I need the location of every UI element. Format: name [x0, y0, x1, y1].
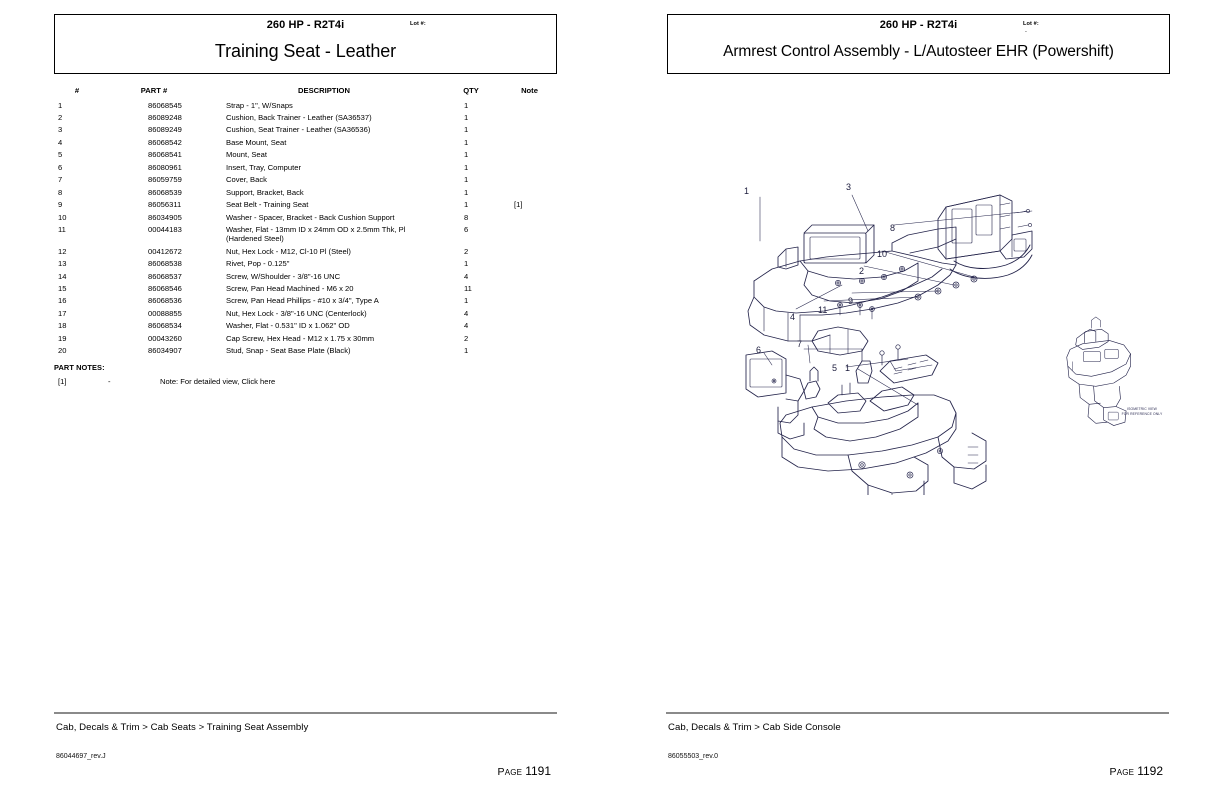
page-right: [612, 0, 1224, 792]
footer-left: [54, 712, 557, 792]
callout-number[interactable]: 7: [797, 339, 803, 349]
part-description-cell: Insert, Tray, Computer: [226, 162, 301, 172]
part-qty-cell: 1: [464, 125, 469, 135]
part-index-cell: 7: [58, 175, 63, 185]
part-qty-cell: 1: [464, 259, 469, 269]
part-index-cell: 9: [58, 200, 63, 210]
table-row[interactable]: [54, 161, 557, 173]
table-row[interactable]: [54, 258, 557, 270]
header-part-number: PART #: [140, 86, 168, 95]
part-qty-cell: 1: [464, 137, 469, 147]
part-qty-cell: 1: [464, 175, 469, 185]
part-index-cell: 18: [58, 321, 67, 331]
part-note-cell: [502, 345, 557, 357]
iso-caption-line2: FOR REFERENCE ONLY: [1121, 411, 1163, 416]
part-note-cell: [502, 149, 557, 161]
part-qty-cell: 1: [464, 187, 469, 197]
header-qty: QTY: [463, 86, 479, 95]
iso-caption-line1: ISOMETRIC VIEW: [1127, 407, 1157, 411]
part-description-cell: Stud, Snap - Seat Base Plate (Black): [226, 346, 351, 356]
part-description-cell: Washer, Flat - 13mm ID x 24mm OD x 2.5mm Thk, Pl (Hardened Steel): [226, 224, 406, 244]
part-description-cell: Screw, W/Shoulder - 3/8"-16 UNC: [226, 271, 341, 281]
title-block-right: [667, 14, 1170, 74]
part-number-cell: 86068537: [148, 271, 182, 281]
part-number-cell: 86034905: [148, 212, 182, 222]
part-description-cell: Rivet, Pop - 0.125": [226, 259, 290, 269]
part-number-cell: 86056311: [148, 200, 182, 210]
part-note-cell: [502, 295, 557, 307]
part-number-cell: 00088855: [148, 308, 182, 318]
armrest-assembly-illustration: [742, 165, 1202, 495]
table-row[interactable]: [54, 111, 557, 123]
part-index-cell: 19: [58, 333, 67, 343]
part-index-cell: 8: [58, 187, 63, 197]
part-qty-cell: 1: [464, 200, 469, 210]
table-row[interactable]: [54, 245, 557, 257]
part-index-cell: 10: [58, 212, 67, 222]
part-description-cell: Washer - Spacer, Bracket - Back Cushion Support: [226, 212, 395, 222]
part-note-cell: [502, 161, 557, 173]
table-row[interactable]: [54, 345, 557, 357]
parts-table-body: [54, 99, 557, 357]
part-index-cell: 11: [58, 224, 66, 234]
table-row[interactable]: [54, 99, 557, 111]
part-qty-cell: 2: [464, 246, 469, 256]
table-row[interactable]: [54, 282, 557, 294]
assembly-title-right: Armrest Control Assembly - L/Autosteer EHR (Powershift): [723, 43, 1114, 60]
part-note-row: [54, 377, 557, 386]
part-description-cell: Support, Bracket, Back: [226, 187, 304, 197]
part-note-text[interactable]: Note: For detailed view, Click here: [160, 377, 276, 386]
table-row[interactable]: [54, 199, 557, 211]
page-number-value-left: 1191: [525, 764, 551, 778]
footer-right: [666, 712, 1169, 792]
part-number-cell: 86068538: [148, 259, 182, 269]
part-number-cell: 86089249: [148, 125, 182, 135]
breadcrumb-left[interactable]: Cab, Decals & Trim > Cab Seats > Training Seat Assembly: [56, 722, 309, 733]
part-index-cell: 20: [58, 346, 67, 356]
callout-number[interactable]: 1: [845, 363, 851, 373]
callout-number[interactable]: 3: [846, 182, 852, 192]
part-description-cell: Cap Screw, Hex Head - M12 x 1.75 x 30mm: [226, 333, 375, 343]
callout-number[interactable]: 6: [756, 345, 762, 355]
isometric-view-caption: [1097, 407, 1187, 416]
part-number-cell: 86034907: [148, 346, 182, 356]
page-number-value-right: 1192: [1137, 764, 1163, 778]
part-description-cell: Base Mount, Seat: [226, 137, 287, 147]
table-row[interactable]: [54, 307, 557, 319]
table-row[interactable]: [54, 320, 557, 332]
part-index-cell: 1: [58, 100, 63, 110]
part-number-cell: 86068534: [148, 321, 182, 331]
part-qty-cell: 4: [464, 271, 469, 281]
part-description-cell: Nut, Hex Lock - 3/8"-16 UNC (Centerlock): [226, 308, 367, 318]
part-number-cell: 86068536: [148, 296, 182, 306]
part-number-cell: 86068545: [148, 100, 182, 110]
part-qty-cell: 1: [464, 296, 469, 306]
part-number-cell: 86068541: [148, 150, 182, 160]
part-note-cell: [502, 186, 557, 198]
part-description-cell: Nut, Hex Lock - M12, Cl-10 Pl (Steel): [226, 246, 351, 256]
footer-divider-right: [666, 712, 1169, 714]
part-description-cell: Screw, Pan Head Machined - M6 x 20: [226, 283, 354, 293]
table-row[interactable]: [54, 149, 557, 161]
part-note-cell: [502, 245, 557, 257]
breadcrumb-right[interactable]: Cab, Decals & Trim > Cab Side Console: [668, 722, 841, 733]
page-number-right: [1109, 764, 1163, 778]
table-header-row: [54, 86, 557, 99]
document-id-left: 86044697_rev.J: [56, 753, 106, 760]
part-number-cell: 86089248: [148, 113, 182, 123]
part-number-cell: 86068539: [148, 187, 182, 197]
part-notes-heading: PART NOTES:: [54, 363, 105, 372]
callout-number[interactable]: 8: [890, 223, 896, 233]
header-description: DESCRIPTION: [298, 86, 350, 95]
part-note-cell: [502, 211, 557, 223]
part-number-cell: 86068542: [148, 137, 182, 147]
part-description-cell: Cushion, Seat Trainer - Leather (SA36536): [226, 125, 371, 135]
page-word-left: PAGE: [497, 766, 523, 778]
model-designation-left: 260 HP - R2T4i: [266, 19, 345, 31]
part-description-cell: Washer, Flat - 0.531" ID x 1.062" OD: [226, 321, 350, 331]
part-number-cell: 86080961: [148, 162, 182, 172]
part-qty-cell: 6: [464, 224, 469, 234]
part-note-dash: -: [108, 377, 111, 386]
table-row[interactable]: [54, 136, 557, 148]
part-qty-cell: 11: [464, 283, 472, 293]
table-row[interactable]: [54, 332, 557, 344]
part-note-cell: [502, 174, 557, 186]
callout-number[interactable]: 1: [744, 186, 750, 196]
table-row[interactable]: [54, 174, 557, 186]
callout-number[interactable]: 5: [832, 363, 838, 373]
part-qty-cell: 2: [464, 333, 469, 343]
table-row[interactable]: [54, 270, 557, 282]
part-index-cell: 5: [58, 150, 63, 160]
part-index-cell: 13: [58, 259, 67, 269]
callout-number[interactable]: 10: [877, 249, 888, 259]
part-notes-left: [54, 363, 557, 388]
part-note-cell: [502, 99, 557, 111]
part-number-cell: 00043260: [148, 333, 182, 343]
page-word-right: PAGE: [1109, 766, 1135, 778]
part-number-cell: 00412672: [148, 246, 182, 256]
part-qty-cell: 1: [464, 150, 469, 160]
part-qty-cell: 1: [464, 162, 469, 172]
part-note-cell: [502, 332, 557, 344]
part-index-cell: 17: [58, 308, 67, 318]
part-note-cell: [502, 258, 557, 270]
model-designation-right: 260 HP - R2T4i: [879, 19, 958, 31]
part-index-cell: 14: [58, 271, 67, 281]
part-index-cell: 12: [58, 246, 67, 256]
part-qty-cell: 1: [464, 346, 469, 356]
part-qty-cell: 1: [464, 100, 469, 110]
part-note-cell: [502, 136, 557, 148]
callout-number[interactable]: 2: [859, 266, 865, 276]
document-id-right: 86055503_rev.0: [668, 753, 719, 760]
part-index-cell: 16: [58, 296, 67, 306]
part-qty-cell: 4: [464, 321, 469, 331]
part-qty-cell: 4: [464, 308, 469, 318]
callout-number[interactable]: 11: [818, 305, 828, 315]
illustration-svg: [742, 165, 1202, 495]
table-row[interactable]: [54, 295, 557, 307]
lot-value-right: -: [1025, 29, 1027, 35]
part-note-ref: [1]: [58, 377, 67, 386]
part-index-cell: 15: [58, 283, 67, 293]
callout-number[interactable]: 9: [848, 296, 854, 306]
part-note-cell: [502, 270, 557, 282]
part-index-cell: 6: [58, 162, 63, 172]
table-row[interactable]: [54, 124, 557, 136]
page-number-left: [497, 764, 551, 778]
part-description-cell: Cover, Back: [226, 175, 267, 185]
part-description-cell: Screw, Pan Head Phillips - #10 x 3/4", Type A: [226, 296, 379, 306]
part-qty-cell: 1: [464, 113, 469, 123]
lot-label-left: Lot #:: [410, 21, 426, 27]
title-block-left: [54, 14, 557, 74]
part-note-cell: [1]: [514, 200, 523, 210]
part-index-cell: 4: [58, 137, 63, 147]
part-note-cell: [502, 124, 557, 136]
part-description-cell: Strap - 1", W/Snaps: [226, 100, 293, 110]
lot-label-right: Lot #:: [1023, 21, 1039, 27]
callout-number[interactable]: 4: [790, 312, 796, 322]
table-row[interactable]: [54, 186, 557, 198]
part-number-cell: 00044183: [148, 224, 182, 234]
part-note-cell: [502, 320, 557, 332]
parts-table-left: [54, 86, 557, 357]
part-note-cell: [502, 111, 557, 123]
part-description-cell: Cushion, Back Trainer - Leather (SA36537): [226, 113, 372, 123]
part-note-cell: [502, 282, 557, 294]
footer-divider-left: [54, 712, 557, 714]
assembly-title-left: Training Seat - Leather: [214, 41, 397, 61]
table-row[interactable]: [54, 223, 557, 245]
part-index-cell: 3: [58, 125, 63, 135]
table-row[interactable]: [54, 211, 557, 223]
part-number-cell: 86059759: [148, 175, 182, 185]
part-description-cell: Seat Belt - Training Seat: [226, 200, 309, 210]
part-number-cell: 86068546: [148, 283, 182, 293]
part-description-cell: Mount, Seat: [226, 150, 267, 160]
part-qty-cell: 8: [464, 212, 469, 222]
header-note: Note: [521, 86, 538, 95]
part-index-cell: 2: [58, 113, 63, 123]
header-index: #: [74, 86, 80, 95]
part-note-cell: [502, 307, 557, 319]
part-note-cell: [502, 223, 557, 245]
